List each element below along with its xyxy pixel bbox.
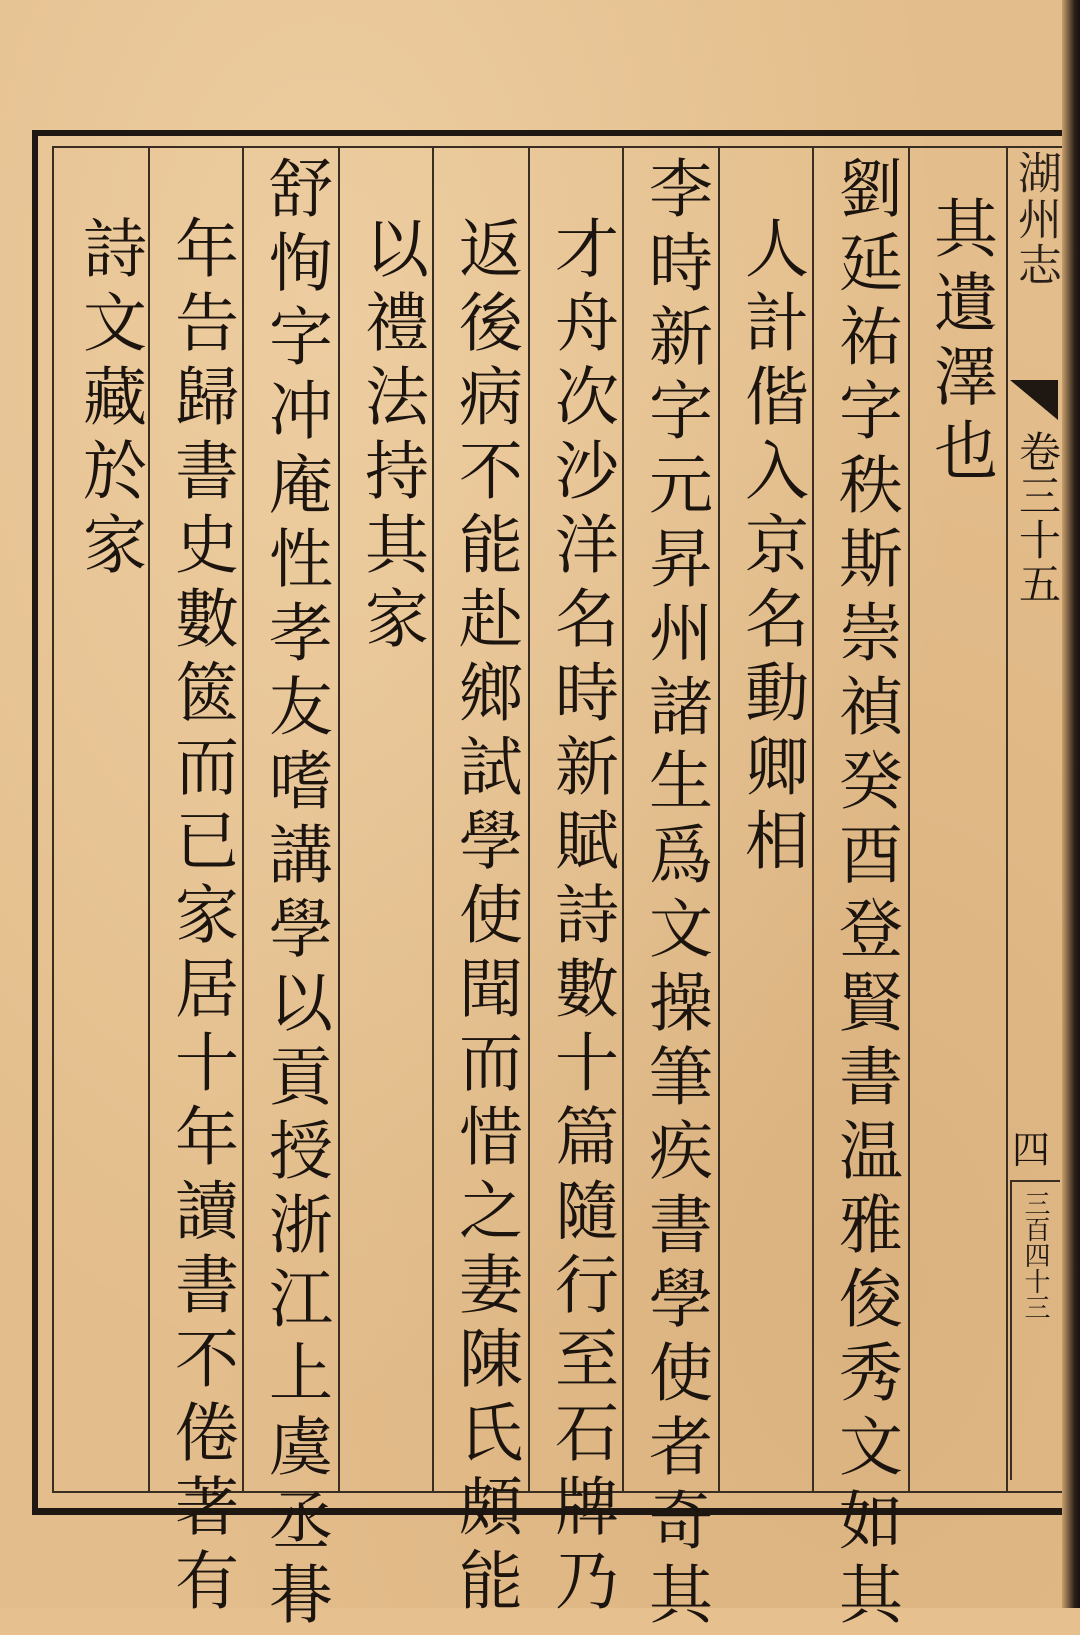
text-column-6: 返後病不能赴鄉試學使聞而惜之妻陳氏頗能	[448, 215, 522, 1621]
text-column-10: 詩文藏於家	[72, 215, 146, 585]
text-column-9: 年告歸書史數篋而已家居十年讀書不倦著有	[164, 215, 238, 1621]
block-heart-margin	[1010, 150, 1060, 1490]
book-spine	[1062, 0, 1080, 1608]
total-page-number: 三百四十三	[1020, 1190, 1050, 1320]
leaf-number: 四	[1012, 1128, 1051, 1172]
text-column-3: 人計偕入京名動卿相	[734, 215, 808, 881]
book-title: 湖州志	[1010, 150, 1061, 288]
column-rule	[1006, 146, 1008, 1493]
text-column-2: 劉延祐字秩斯崇禎癸酉登賢書温雅俊秀文如其	[828, 155, 902, 1635]
text-column-8: 舒恂字冲庵性孝友嗜講學以貢授浙江上虞丞朞	[258, 155, 332, 1635]
text-column-7: 以禮法持其家	[354, 215, 428, 659]
text-column-1: 其遺澤也	[923, 195, 997, 491]
text-column-4: 李時新字元昇州諸生爲文操筆疾書學使者奇其	[638, 155, 712, 1635]
text-column-5: 才舟次沙洋名時新賦詩數十篇隨行至石牌乃	[544, 215, 618, 1621]
fishtail-mark	[1010, 380, 1058, 420]
volume-number: 卷三十五	[1013, 430, 1062, 606]
